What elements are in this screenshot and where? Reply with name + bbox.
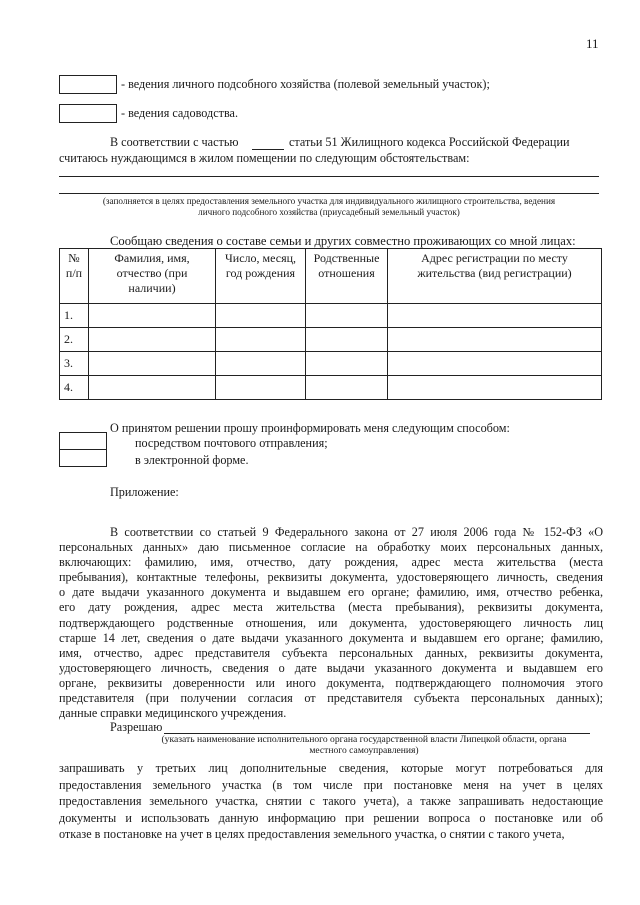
consent-line: о дате выдачи указанного документа и выдавшем его органе; фамилию, имя, отчество ребенка, — [59, 585, 603, 600]
consent-line: органе, реквизиты доверенности или иного документа, подтверждающего полномочия этого — [59, 675, 603, 690]
checkbox-personal-farming[interactable] — [59, 75, 117, 94]
consent-line: старше 14 лет, сведения о дате выдачи указанного документа и выдавшем его органе; фамилию, — [59, 630, 603, 645]
consent-paragraph — [59, 525, 603, 721]
consent-line: включающих: фамилию, имя, отчество, дату рождения, адрес места жительства (места — [59, 555, 603, 570]
cell-full-name[interactable] — [89, 376, 216, 400]
family-table-caption: Сообщаю сведения о составе семьи и других совместно проживающих со мной лицах: — [110, 234, 576, 248]
cell-full-name[interactable] — [89, 304, 216, 328]
consent-line: его дату рождения, адрес места жительства (места пребывания), реквизиты документа, — [59, 600, 603, 615]
circumstances-line-1[interactable] — [59, 176, 599, 177]
permission-line: отказе в постановке на учет в целях предоставления земельного участка, о снятии с такого учета, — [59, 827, 565, 842]
notify-title: О принятом решении прошу проинформировать меня следующим способом: — [110, 421, 510, 435]
table-row — [60, 352, 602, 376]
checkbox-notify-electronic[interactable] — [59, 449, 107, 467]
header-full-name: Фамилия, имя, отчество (при наличии) — [89, 249, 216, 304]
checkbox-gardening[interactable] — [59, 104, 117, 123]
consent-line: представителя (при получении согласия от представителя субъекта персональных данных); — [59, 691, 603, 706]
header-number: № п/п — [60, 249, 89, 304]
consent-line: имя, отчество, адрес представителя субъекта персональных данных, реквизиты документа, — [59, 645, 603, 660]
option-gardening-label: - ведения садоводства. — [121, 106, 239, 120]
cell-birth-date[interactable] — [216, 304, 306, 328]
cell-relationship[interactable] — [306, 376, 388, 400]
grounds-line2: считаюсь нуждающимся в жилом помещении по следующим обстоятельствам: — [59, 151, 470, 165]
circumstances-line-2[interactable] — [59, 193, 599, 194]
row-number: 2. — [60, 328, 89, 352]
table-row — [60, 328, 602, 352]
row-number: 3. — [60, 352, 89, 376]
cell-full-name[interactable] — [89, 352, 216, 376]
permission-line: предоставления земельного участка, снятии с такого учета), а также запрашивать недостающие — [59, 794, 603, 809]
permission-paragraph — [59, 760, 603, 843]
cell-address[interactable] — [388, 304, 602, 328]
table-row — [60, 376, 602, 400]
family-table-header-row — [60, 249, 602, 304]
cell-full-name[interactable] — [89, 328, 216, 352]
authority-hint-1: (указать наименование исполнительного органа государственной власти Липецкой области, органа — [161, 734, 567, 745]
option-personal-farming-label: - ведения личного подсобного хозяйства (полевой земельный участок); — [121, 77, 490, 91]
table-row — [60, 304, 602, 328]
cell-address[interactable] — [388, 352, 602, 376]
notify-option-post: посредством почтового отправления; — [135, 436, 328, 450]
page-number: 11 — [586, 36, 599, 51]
cell-birth-date[interactable] — [216, 328, 306, 352]
cell-birth-date[interactable] — [216, 352, 306, 376]
cell-relationship[interactable] — [306, 328, 388, 352]
grounds-line1-prefix: В соответствии с частью — [110, 135, 239, 149]
grounds-line1-suffix: статьи 51 Жилищного кодекса Российской Федерации — [289, 135, 570, 149]
permission-line: предоставления земельного участка (в том числе при постановке меня на учет в целях — [59, 777, 603, 792]
header-relationship: Родственные отношения — [306, 249, 388, 304]
consent-line: В соответствии со статьей 9 Федерального закона от 27 июля 2006 года № 152-ФЗ «О — [110, 525, 603, 539]
cell-relationship[interactable] — [306, 304, 388, 328]
notify-option-electronic: в электронной форме. — [135, 453, 249, 467]
permission-line: запрашивать у третьих лиц дополнительные сведения, которые могут потребоваться для — [59, 761, 603, 775]
authority-hint-2: местного самоуправления) — [309, 745, 419, 756]
cell-address[interactable] — [388, 328, 602, 352]
cell-relationship[interactable] — [306, 352, 388, 376]
circumstances-hint-2: личного подсобного хозяйства (приусадебный земельный участок) — [198, 207, 460, 217]
permission-line: документы и использовать данную информацию при решении вопроса о постановке или об — [59, 810, 603, 825]
article-part-field[interactable] — [252, 149, 284, 150]
circumstances-hint-1: (заполняется в целях предоставления земельного участка для индивидуального жилищного строительства, ведения — [102, 196, 556, 206]
consent-line: персональных данных» даю письменное согласие на обработку моих персональных данных, — [59, 540, 603, 555]
header-birth-date: Число, месяц, год рождения — [216, 249, 306, 304]
checkbox-notify-post[interactable] — [59, 432, 107, 450]
consent-line: данные справки медицинского учреждения. — [59, 706, 287, 721]
header-registration-address: Адрес регистрации по месту жительства (вид регистрации) — [388, 249, 602, 304]
consent-line: пребывания), контактные телефоны, реквизиты документа, удостоверяющего личность, сведения — [59, 570, 603, 585]
cell-birth-date[interactable] — [216, 376, 306, 400]
consent-line: подтверждающего родственные отношения, или документа, удостоверяющего личность лиц — [59, 615, 603, 630]
attachment-label: Приложение: — [110, 485, 179, 499]
family-table — [59, 248, 602, 400]
row-number: 1. — [60, 304, 89, 328]
consent-line: удостоверяющего личность, сведения о дате выдачи указанного документа и выдавшем его — [59, 660, 603, 675]
cell-address[interactable] — [388, 376, 602, 400]
permission-label: Разрешаю — [110, 720, 163, 734]
row-number: 4. — [60, 376, 89, 400]
